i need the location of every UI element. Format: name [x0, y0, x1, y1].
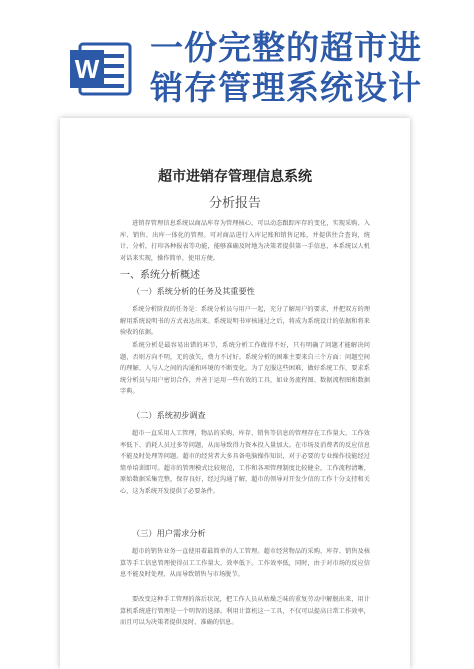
document-title: 超市进销存管理信息系统 [158, 169, 312, 185]
paragraph: 超市一直采用人工管理，物品的采购、库存、销售等信息的管理存在工作量大、工作效率低下、消耗人员过多等问题，从而导致得力资本投入量加大。在市场及消费者的反应信息不能及时处理等问题。超市的经营者大多具备电脑操作知识，对于必要的专业操作技能经过简单培训即可。超市的管理模式比较规范，工作和各项管理制度比较健全，工作流程清晰，原始数据采集完整，保存良好，经过沟通了解，超市的领导对开发少信的工作十分支持和关心，这为系统开发提供了必要条件。 [120, 430, 370, 495]
intro-paragraph: 进销存管理信息系统以商品库存为管理核心，可以动态跟踪库存的变化，实现采购、入库、销售、出库一体化的管理。可对商品进行入库记账和销售记账，并提供往合查询，统计、分析，打印各种报表等功能，能够准确及时地为决策者提供第一手信息，本系统以人机对话来实现，操作简单，使用方便。 [120, 220, 370, 262]
subsection-heading: （三）用户需求分析 [132, 528, 206, 538]
subsection-heading: （一）系统分析的任务及其重要性 [132, 286, 255, 296]
word-document-icon [70, 38, 134, 100]
document-subtitle: 分析报告 [208, 196, 261, 211]
banner-title-line2: 销存管理系统设计 [150, 68, 422, 107]
paragraph: 要改变这种手工管理的落后状况，把工作人员从枯燥乏味的重复劳动中解脱出来，用计算机系统进行管理是一个明智的选择。利用计算机这一工具，不仅可以提高日常工作效率，而且可以为决策者提供及时、准确的信息。 [120, 596, 370, 627]
banner-title-line1: 一份完整的超市进 [150, 28, 422, 67]
paragraph: 系统分析是最容易出错的环节，系统分析工作做得不好，只有明确了问题才能解决问题，否则方向不明，无的放矢，费力不讨好。系统分析的困难主要来自三个方面：问题空间的理解、人与人之间的沟通和环境的不断变化。为了克服这些困难，做好系统工作，要求系统分析员与用户密切合作，并善于运用一些有效的工具，如业务流程图、数据流程图和数据字典。 [120, 342, 370, 396]
paragraph: 超市的销售业务一直使用着最简单的人工管理。超市经营物品的采购、库存、销售及核算等手工信息管理使得员工工作量大、效率低下。工作效率低，同时，由于对市场的反应信息不能及时处理，从而导致销售与市场脱节。 [120, 548, 370, 579]
banner-title [150, 28, 470, 108]
section-heading: 一、系统分析概述 [120, 270, 200, 281]
word-logo-letter: W [74, 54, 100, 84]
paragraph: 系统分析阶段的任务是：系统分析员与用户一起，充分了解用户的要求，并把双方的理解用系统说明书的方式表达出来。系统说明书审核通过之后，将成为系统设计的依据和将来验收的依据。 [120, 306, 370, 337]
document-page [60, 118, 410, 669]
subsection-heading: （二）系统初步调查 [132, 410, 206, 420]
